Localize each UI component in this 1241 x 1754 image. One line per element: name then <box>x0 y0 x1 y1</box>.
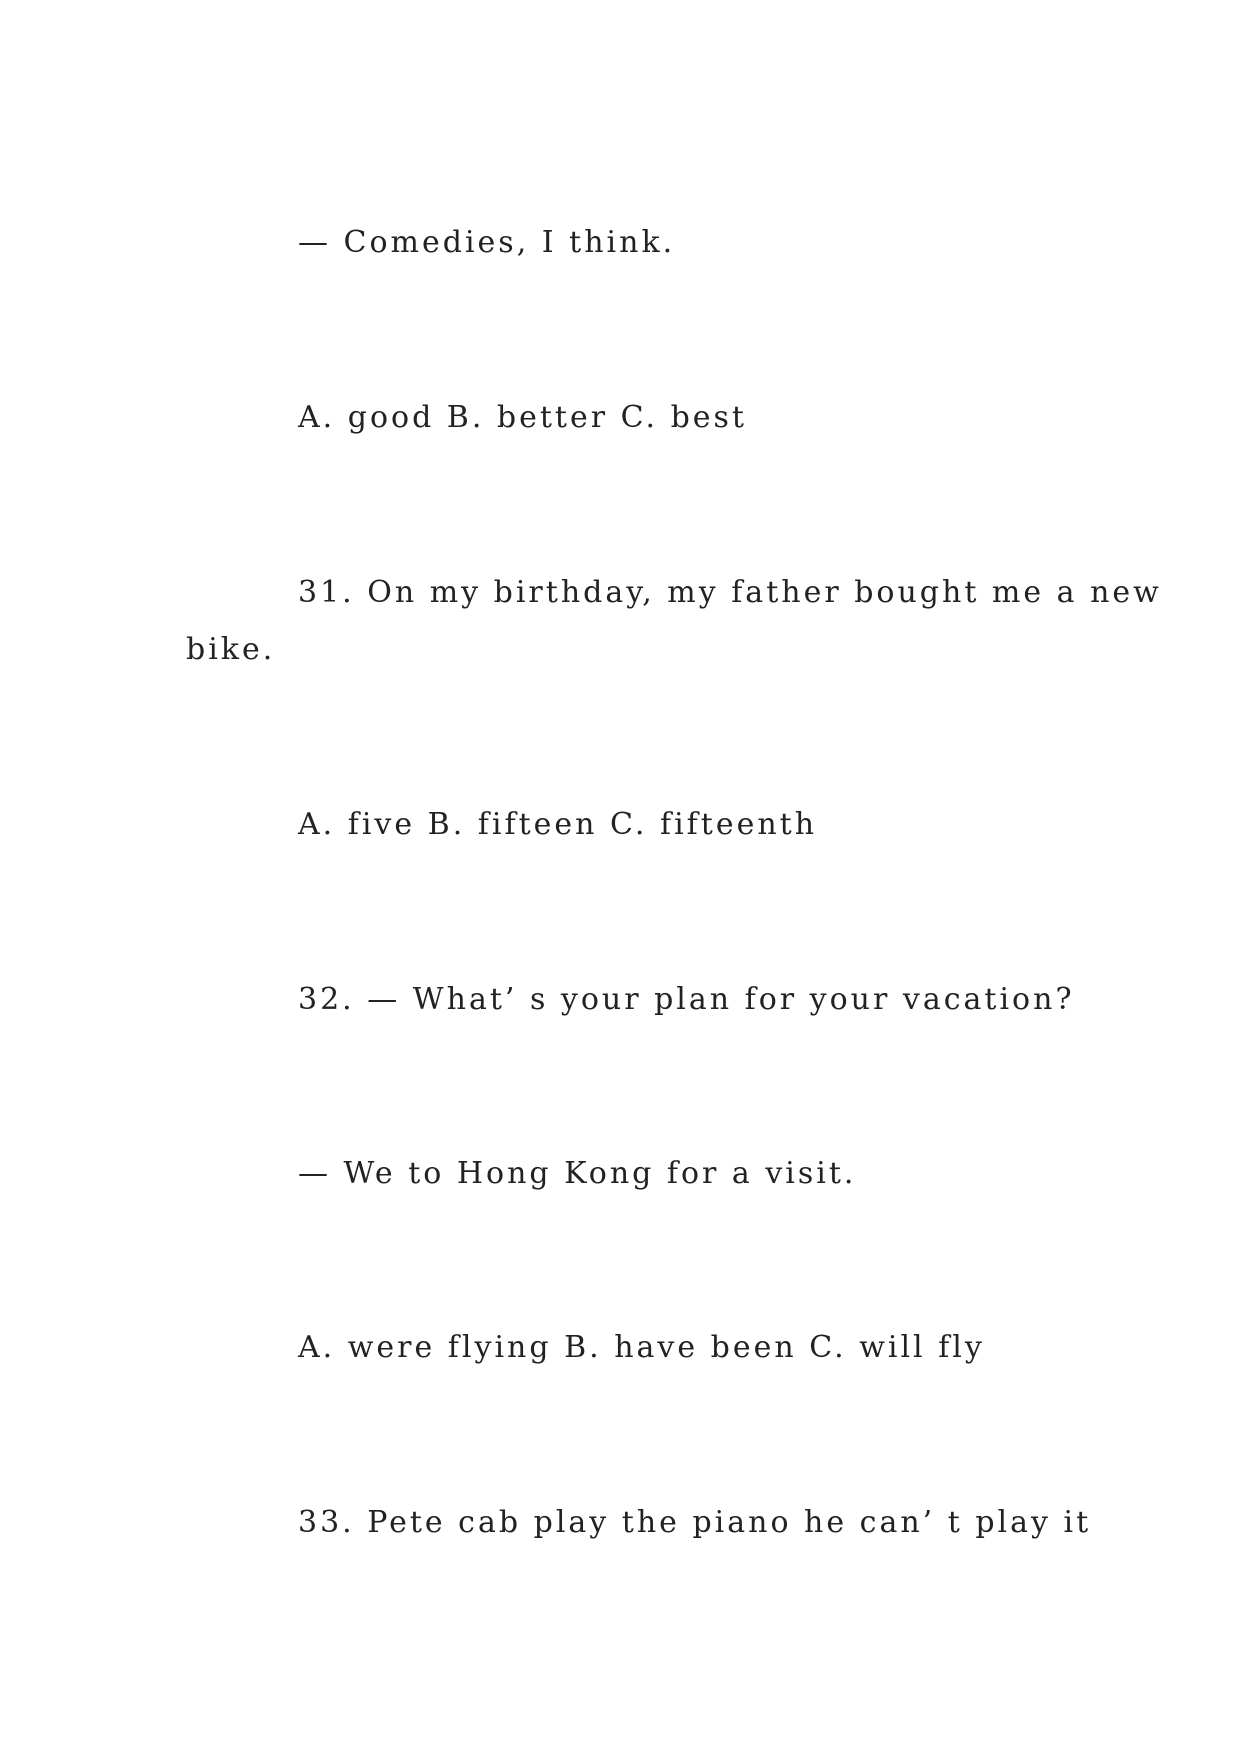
options-line-q32: A. were flying B. have been C. will fly <box>298 1330 985 1365</box>
question-32-line: 32. — What’ s your plan for your vacation? <box>298 982 1075 1017</box>
question-31-line: 31. On my birthday, my father bought me a new <box>298 575 1162 610</box>
question-33-line: 33. Pete cab play the piano he can’ t play it <box>298 1505 1092 1540</box>
question-31-continuation: bike. <box>186 632 276 667</box>
answer-line-q32: — We to Hong Kong for a visit. <box>298 1156 857 1191</box>
options-line-q31: A. five B. fifteen C. fifteenth <box>298 807 818 842</box>
options-line-q30: A. good B. better C. best <box>298 400 747 435</box>
answer-line-comedies: — Comedies, I think. <box>298 225 676 260</box>
